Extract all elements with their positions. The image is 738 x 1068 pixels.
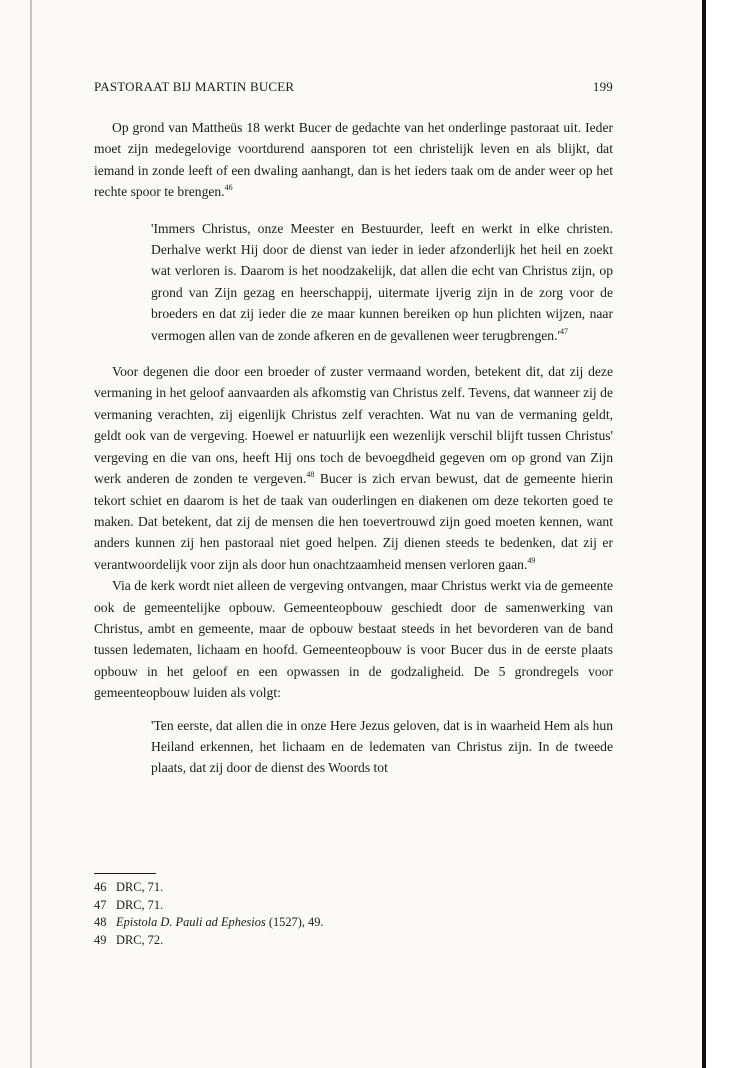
footnote-ref: 49 [527,555,536,565]
footnote: 49 DRC, 72. [94,932,164,947]
paragraph: Op grond van Mattheüs 18 werkt Bucer de gedachte van het onderlinge pastoraat uit. Ieder moet zijn medegelovige voortdurend aansporen tot een christelijk leven en als blijkt, dat iemand in zonde leeft of een dwaling aanhangt, dan is het ieders taak om de ander weer op het rechte spoor te brengen.$^{46}$ [94,120,613,200]
footnote: 46 DRC, 71. [94,880,164,894]
block-quote: 'Immers Christus, onze Meester en Bestuurder, leeft en werkt in elke christen. Derhalve werkt Hij door de dienst van ieder in ieder afzonderlijk het heil en zoekt wat verloren is. Daarom is het noodzakelijk, dat allen die echt van Christus zijn, op grond van Zijn gezag en heerschappij, uitermate ijverig zijn in de zorg voor de broeders en dat zij ieder die ze maar kunnen bereiken op hun plichten wijzen, naar vermogen allen van de zonde afkeren en de gevallenen weer $terugbrengen.'^{47}$ [151,220,613,343]
footnote-rule [94,873,156,874]
block-quote: 'Ten eerste, dat allen die in onze Here Jezus geloven, dat is in waarheid Hem als hun Heiland erkennen, het lichaam en de ledematen van Christus zijn. In de tweede plaats, dat zij door de dienst des Woords tot [151,717,613,776]
footnotes [94,879,613,949]
footnote-ref: 48 [306,470,315,480]
paragraph: Voor degenen die door een broeder of zuster vermaand worden, betekent dit, dat zij deze vermaning in het geloof aanvaarden als afkomstig van Christus zelf. Tevens, dat wanneer zij de vermaning verachten, zij eigenlijk Christus zelf verachten. Wat nu van de vermaning geldt, geldt ook van de vergeving. Hoewel er natuurlijk een wezenlijk verschil blijft tussen Christus' vergeving en die van ons, heeft Hij ons toch de bevoegdheid gegeven om op grond van Zijn werk anderen de zonden te vergeven.$^{48}$ Bucer is zich ervan bewust, dat de gemeente hierin tekort schiet en daarom is het de taak van ouderlingen en diakenen om deze tekorten goed te maken. Dat betekent, dat zij de mensen die hen toevertrouwd zijn goed moeten kennen, want anders kunnen zij hen pastoraal niet goed helpen. Zij dienen steeds te bedenken, dat zij er verantwoordelijk voor zijn als door hun onachtzaamheid mensen verloren gaan.$^{49}$ [94,364,613,572]
page-number: 199 [592,79,613,94]
footnote: 48 Epistola D. Pauli ad Ephesios (1527), 49. [94,915,324,930]
paragraph: Via de kerk wordt niet alleen de vergeving ontvangen, maar Christus werkt via de gemeente ook de gemeentelijke opbouw. Gemeenteopbouw geschiedt door de samenwerking van Christus, ambt en gemeente, maar de opbouw bestaat steeds in het bevorderen van de band tussen ledematen, lichaam en hoofd. Gemeenteopbouw is voor Bucer dus in de eerste plaats opbouw in het geloof en een opwassen in de godzaligheid. De 5 grondregels voor gemeenteopbouw luiden als volgt: [94,578,613,701]
main-text [94,117,613,779]
footnote-ref: 46 [224,183,233,193]
scan-margin-line [30,0,32,1068]
footnote: 47 DRC, 71. [94,897,164,912]
running-title: PASTORAAT BIJ MARTIN BUCER [94,79,295,94]
scan-background [706,0,738,1068]
work-title: Epistola D. Pauli ad Ephesios [116,915,266,930]
running-header [94,79,613,95]
footnote-ref: 47 [559,326,568,336]
